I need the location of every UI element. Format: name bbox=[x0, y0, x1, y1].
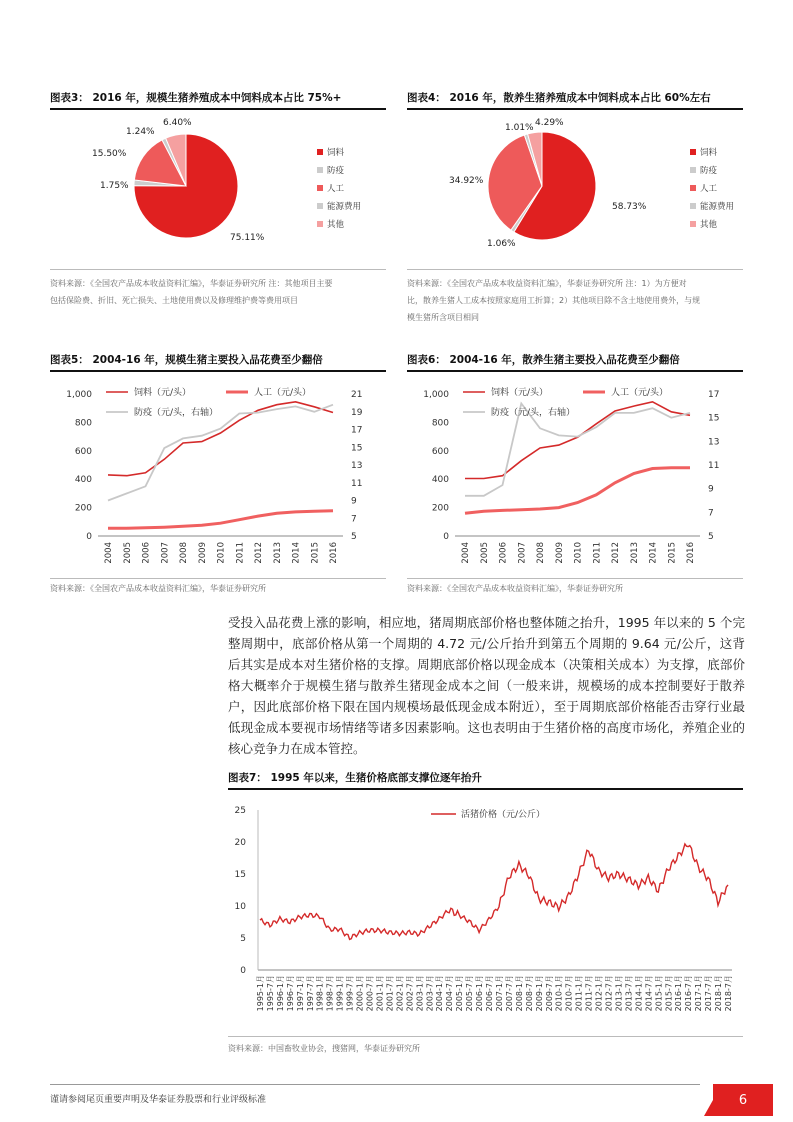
x-tick-label: 1999-7月 bbox=[345, 975, 355, 1012]
x-tick-label: 1996-7月 bbox=[285, 975, 295, 1012]
x-tick-label: 2018-7月 bbox=[724, 975, 733, 1012]
x-tick-label: 2013 bbox=[629, 542, 640, 564]
y2-tick-label: 17 bbox=[351, 425, 363, 436]
pie-label-labor: 34.92% bbox=[449, 176, 484, 186]
legend-label: 饲料 bbox=[700, 148, 718, 158]
series-line-2 bbox=[108, 405, 333, 501]
x-tick-label: 2006-7月 bbox=[485, 975, 495, 1012]
legend-swatch bbox=[317, 221, 323, 227]
legend-label: 防疫（元/头，右轴） bbox=[134, 408, 219, 418]
y-tick-label: 200 bbox=[74, 503, 92, 514]
y-tick-label: 0 bbox=[240, 966, 246, 976]
legend-label: 活猪价格（元/公斤） bbox=[461, 810, 546, 820]
x-tick-label: 2007 bbox=[517, 542, 528, 564]
y-tick-label: 1,000 bbox=[423, 390, 449, 400]
x-tick-label: 2001-1月 bbox=[375, 975, 385, 1012]
x-tick-label: 2007 bbox=[160, 542, 171, 564]
x-tick-label: 2003-1月 bbox=[415, 975, 425, 1012]
fig3-source: 资料来源：《全国农产品成本收益资料汇编》，华泰证券研究所 注：其他项目主要 包括保险费、折旧、死亡损失、土地使用费以及修理维护费等费用项目 bbox=[50, 279, 333, 305]
legend-swatch bbox=[317, 167, 323, 173]
x-tick-label: 2014-7月 bbox=[644, 975, 654, 1012]
x-tick-label: 1995-1月 bbox=[256, 975, 265, 1012]
body-paragraph: 受投入品花费上涨的影响，相应地，猪周期底部价格也整体随之抬升，1995 年以来的 5 个完整周期中，底部价格从第一个周期的 4.72 元/公斤抬升到第五个周期的 9.64 元/公斤，这背后其实是成本对生猪价格的支撑。周期底部价格以现金成本（决策相关成本）为支撑，底部价格大概率介于规模生猪与散养生猪现金成本之间（一般来讲，规模场的成本控制要好于散养户，因此底部价格下限在国内规模场最低现金成本附近），至于周期底部价格能否击穿行业最低现金成本要视市场情绪等诸多因素影响。这也表明由于生猪价格的高度市场化，养殖企业的核心竞争力在成本管控。 bbox=[228, 615, 745, 756]
x-tick-label: 2002-1月 bbox=[395, 975, 405, 1012]
legend-label: 人工 bbox=[700, 184, 718, 194]
x-tick-label: 2017-1月 bbox=[694, 975, 704, 1012]
x-tick-label: 2002-7月 bbox=[405, 975, 415, 1012]
x-tick-label: 2015 bbox=[310, 542, 321, 564]
page-number: 6 bbox=[713, 1084, 773, 1116]
fig7-source: 资料来源：中国畜牧业协会，搜猪网，华泰证券研究所 bbox=[228, 1044, 420, 1053]
x-tick-label: 2000-1月 bbox=[355, 975, 365, 1012]
y2-tick-label: 11 bbox=[351, 478, 363, 489]
fig5-source: 资料来源：《全国农产品成本收益资料汇编》，华泰证券研究所 bbox=[50, 584, 266, 593]
x-tick-label: 2010-1月 bbox=[554, 975, 564, 1012]
x-tick-label: 1997-1月 bbox=[295, 975, 305, 1012]
x-tick-label: 2016-7月 bbox=[684, 975, 694, 1012]
x-tick-label: 2012 bbox=[611, 542, 621, 564]
x-tick-label: 2007-1月 bbox=[494, 975, 504, 1012]
fig3-legend bbox=[317, 143, 361, 233]
legend-label: 人工（元/头） bbox=[611, 388, 669, 398]
x-tick-label: 2014 bbox=[291, 542, 302, 564]
x-tick-label: 2013-7月 bbox=[624, 975, 634, 1012]
pie-label-feed: 58.73% bbox=[612, 202, 647, 212]
fig4-legend bbox=[690, 143, 734, 233]
legend-swatch bbox=[690, 149, 696, 155]
pie-label-energy: 1.24% bbox=[126, 127, 155, 137]
x-tick-label: 2016 bbox=[329, 542, 339, 564]
x-tick-label: 2010 bbox=[216, 542, 227, 564]
legend-item-energy bbox=[690, 197, 734, 215]
pie-label-feed: 75.11% bbox=[230, 233, 265, 243]
legend-swatch bbox=[690, 167, 696, 173]
series-line-1 bbox=[465, 468, 690, 514]
x-tick-label: 2018-1月 bbox=[714, 975, 724, 1012]
legend-label: 防疫（元/头，右轴） bbox=[491, 408, 576, 418]
x-tick-label: 2014-1月 bbox=[634, 975, 644, 1012]
fig3-pie-chart bbox=[50, 112, 350, 252]
legend-swatch bbox=[317, 203, 323, 209]
fig5-title: 图表5： 2004-16 年，规模生猪主要投入品花费至少翻倍 bbox=[50, 352, 386, 372]
x-tick-label: 2004-7月 bbox=[445, 975, 455, 1012]
legend-label: 人工（元/头） bbox=[254, 388, 312, 398]
fig4-pie-chart bbox=[407, 112, 707, 252]
x-tick-label: 1998-1月 bbox=[315, 975, 325, 1012]
fig4-source: 资料来源：《全国农产品成本收益资料汇编》，华泰证券研究所 注：1）为方便对 比，散养生猪人工成本按照家庭用工折算；2）其他项目除不含土地使用费外，与规 模生猪所含项目相同 bbox=[407, 279, 701, 322]
series-line-1 bbox=[108, 511, 333, 529]
x-tick-label: 2011-1月 bbox=[574, 975, 584, 1012]
x-tick-label: 2008-1月 bbox=[514, 975, 524, 1012]
fig4-title: 图表4： 2016 年，散养生猪养殖成本中饲料成本占比 60%左右 bbox=[407, 90, 743, 110]
x-tick-label: 1999-1月 bbox=[335, 975, 345, 1012]
x-tick-label: 2015 bbox=[667, 542, 678, 564]
legend-label: 饲料 bbox=[327, 148, 345, 158]
y-tick-label: 25 bbox=[234, 806, 246, 816]
y2-tick-label: 9 bbox=[351, 496, 357, 507]
x-tick-label: 2005 bbox=[122, 542, 133, 564]
y2-tick-label: 15 bbox=[351, 443, 363, 454]
y2-tick-label: 17 bbox=[708, 390, 720, 400]
legend-label: 人工 bbox=[327, 184, 345, 194]
y2-tick-label: 7 bbox=[351, 514, 357, 525]
fig6-title: 图表6： 2004-16 年，散养生猪主要投入品花费至少翻倍 bbox=[407, 352, 743, 372]
legend-label: 饲料（元/头） bbox=[491, 388, 549, 398]
x-tick-label: 2015-1月 bbox=[654, 975, 664, 1012]
y2-tick-label: 7 bbox=[708, 508, 714, 519]
legend-label: 防疫 bbox=[327, 166, 345, 176]
x-tick-label: 2006-1月 bbox=[475, 975, 485, 1012]
x-tick-label: 1996-1月 bbox=[275, 975, 285, 1012]
price-line bbox=[260, 844, 728, 939]
legend-label: 能源费用 bbox=[327, 202, 362, 212]
y-tick-label: 400 bbox=[74, 475, 92, 486]
fig5-line-chart bbox=[48, 378, 388, 578]
x-tick-label: 2012 bbox=[254, 542, 264, 564]
x-tick-label: 2008 bbox=[536, 542, 546, 564]
legend-swatch bbox=[690, 185, 696, 191]
x-tick-label: 2009-1月 bbox=[534, 975, 544, 1012]
pie-label-other: 6.40% bbox=[163, 118, 192, 128]
x-tick-label: 2016 bbox=[686, 542, 696, 564]
y2-tick-label: 15 bbox=[708, 413, 720, 424]
x-tick-label: 2003-7月 bbox=[425, 975, 435, 1012]
footer-disclaimer: 谨请参阅尾页重要声明及华泰证券股票和行业评级标准 bbox=[50, 1095, 267, 1105]
y-tick-label: 200 bbox=[431, 503, 449, 514]
legend-item-labor bbox=[317, 179, 361, 197]
y2-tick-label: 5 bbox=[708, 532, 714, 542]
pie-label-other: 4.29% bbox=[535, 118, 564, 128]
x-tick-label: 2013-1月 bbox=[614, 975, 624, 1012]
legend-swatch bbox=[690, 221, 696, 227]
pie-label-vaccine: 1.75% bbox=[100, 181, 129, 191]
y-tick-label: 0 bbox=[86, 532, 92, 542]
legend-item-vaccine bbox=[317, 161, 361, 179]
x-tick-label: 2009-7月 bbox=[544, 975, 554, 1012]
fig6-source: 资料来源：《全国农产品成本收益资料汇编》，华泰证券研究所 bbox=[407, 584, 623, 593]
legend-swatch bbox=[317, 185, 323, 191]
x-tick-label: 1995-7月 bbox=[265, 975, 275, 1012]
y-tick-label: 15 bbox=[234, 870, 246, 880]
x-tick-label: 2001-7月 bbox=[385, 975, 395, 1012]
x-tick-label: 1998-7月 bbox=[325, 975, 335, 1012]
legend-label: 其他 bbox=[700, 220, 718, 230]
legend-item-other bbox=[690, 215, 734, 233]
pie-label-vaccine: 1.06% bbox=[487, 239, 516, 249]
y-tick-label: 800 bbox=[431, 418, 449, 429]
fig3-title: 图表3： 2016 年，规模生猪养殖成本中饲料成本占比 75%+ bbox=[50, 90, 386, 110]
x-tick-label: 2010-7月 bbox=[564, 975, 574, 1012]
y2-tick-label: 13 bbox=[351, 461, 363, 471]
x-tick-label: 2004-1月 bbox=[435, 975, 445, 1012]
x-tick-label: 2006 bbox=[141, 542, 152, 564]
y-tick-label: 0 bbox=[443, 532, 449, 542]
x-tick-label: 2008 bbox=[179, 542, 189, 564]
x-tick-label: 2004 bbox=[461, 542, 471, 564]
x-tick-label: 2000-7月 bbox=[365, 975, 375, 1012]
y-tick-label: 1,000 bbox=[66, 390, 92, 400]
y-tick-label: 10 bbox=[234, 902, 246, 912]
x-tick-label: 2012-1月 bbox=[594, 975, 604, 1012]
fig7-title: 图表7： 1995 年以来，生猪价格底部支撑位逐年抬升 bbox=[228, 770, 743, 790]
x-tick-label: 2012-7月 bbox=[604, 975, 614, 1012]
x-tick-label: 2008-7月 bbox=[524, 975, 534, 1012]
y-tick-label: 600 bbox=[431, 446, 449, 457]
legend-label: 饲料（元/头） bbox=[134, 388, 192, 398]
pie-label-labor: 15.50% bbox=[92, 149, 127, 159]
y-tick-label: 20 bbox=[234, 838, 246, 848]
legend-item-vaccine bbox=[690, 161, 734, 179]
x-tick-label: 2005-7月 bbox=[465, 975, 475, 1012]
legend-item-energy bbox=[317, 197, 361, 215]
y-tick-label: 600 bbox=[74, 446, 92, 457]
x-tick-label: 2010 bbox=[573, 542, 584, 564]
x-tick-label: 2009 bbox=[554, 542, 565, 564]
pie-label-energy: 1.01% bbox=[505, 123, 534, 133]
legend-item-other bbox=[317, 215, 361, 233]
y2-tick-label: 5 bbox=[351, 532, 357, 542]
legend-swatch bbox=[690, 203, 696, 209]
legend-label: 能源费用 bbox=[700, 202, 735, 212]
y2-tick-label: 9 bbox=[708, 484, 714, 495]
fig7-line-chart bbox=[226, 798, 746, 1028]
x-tick-label: 2016-1月 bbox=[674, 975, 684, 1012]
x-tick-label: 2013 bbox=[272, 542, 283, 564]
y-tick-label: 400 bbox=[431, 475, 449, 486]
legend-label: 防疫 bbox=[700, 166, 718, 176]
x-tick-label: 2014 bbox=[648, 542, 659, 564]
y2-tick-label: 19 bbox=[351, 407, 363, 418]
x-tick-label: 2005 bbox=[479, 542, 490, 564]
legend-label: 其他 bbox=[327, 220, 345, 230]
legend-item-feed bbox=[690, 143, 734, 161]
x-tick-label: 2011-7月 bbox=[584, 975, 594, 1012]
x-tick-label: 2004 bbox=[104, 542, 114, 564]
x-tick-label: 2006 bbox=[498, 542, 509, 564]
x-tick-label: 2017-7月 bbox=[704, 975, 714, 1012]
legend-item-labor bbox=[690, 179, 734, 197]
x-tick-label: 2011 bbox=[592, 542, 603, 564]
x-tick-label: 2011 bbox=[235, 542, 246, 564]
x-tick-label: 2007-7月 bbox=[504, 975, 514, 1012]
x-tick-label: 2005-1月 bbox=[455, 975, 465, 1012]
legend-item-feed bbox=[317, 143, 361, 161]
y-tick-label: 5 bbox=[240, 934, 246, 944]
legend-swatch bbox=[317, 149, 323, 155]
y2-tick-label: 13 bbox=[708, 437, 720, 448]
fig6-line-chart bbox=[405, 378, 745, 578]
y2-tick-label: 11 bbox=[708, 461, 720, 471]
x-tick-label: 1997-7月 bbox=[305, 975, 315, 1012]
y-tick-label: 800 bbox=[74, 418, 92, 429]
x-tick-label: 2015-7月 bbox=[664, 975, 674, 1012]
y2-tick-label: 21 bbox=[351, 390, 363, 400]
x-tick-label: 2009 bbox=[197, 542, 208, 564]
